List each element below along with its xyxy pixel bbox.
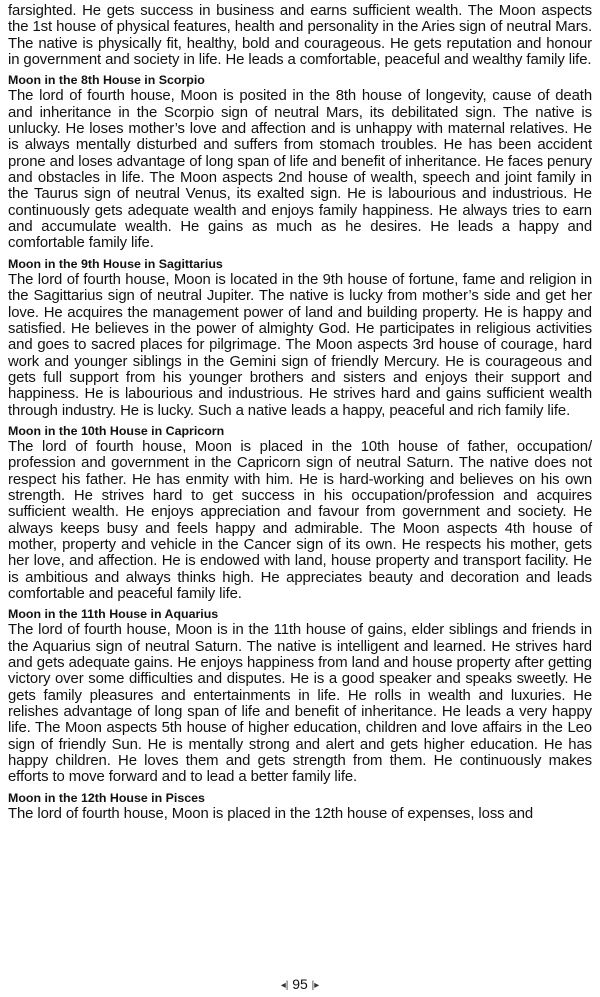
section-heading: Moon in the 10th House in Capricorn [8, 423, 225, 438]
section-body: The lord of fourth house, Moon is posited in the 8th house of longevity, cause of death and inheritance in the Scorpio sign of neutral Mars, its debilitated sign. The native is unlucky. He loses mother’s love and affection and is unhappy with maternal relatives. He is always mentally disturbed and suffers from stomach troubles. He has been accident prone and loses advantage of long span of life and benefit of inheritance. He faces penury and obstacles in life. The Moon aspects 2nd house of wealth, speech and joint family in the Taurus sign of neutral Venus, its exalted sign. He is labourious and industrious. He continuously gets adequate wealth and enjoys family happiness. He always tries to earn and accumulate wealth. He gains as much as he desires. He leads a happy and comfortable family life. [8, 88, 592, 252]
intro-paragraph: farsighted. He gets success in business and earns sufficient wealth. The Moon aspects the 1st house of physical features, health and personality in the Aries sign of neutral Mars. The native is physically fit, healthy, bold and courageous. He gets reputation and honour in government and society in life. He leads a comfortable, peaceful and wealthy family life. [8, 3, 592, 69]
section-heading: Moon in the 9th House in Sagittarius [8, 256, 223, 271]
section-8th-house [8, 73, 592, 251]
section-body: The lord of fourth house, Moon is located in the 9th house of fortune, fame and religion in the Sagittarius sign of neutral Jupiter. The native is lucky from mother’s side and get her love. He acquires the management power of land and building property. He is happy and satisfied. He believes in the power of almighty God. He participates in religious activities and goes to sacred places for pilgrimage. The Moon aspects 3rd house of courage, hard work and younger siblings in the Gemini sign of friendly Mercury. He is courageous and gets full support from his younger brothers and sisters and enjoys their support and happiness. He is labourious and industrious. He strives hard and gains sufficient wealth through industry. He is lucky. Such a native leads a happy, peaceful and rich family life. [8, 271, 592, 419]
page-content [8, 3, 592, 822]
section-heading: Moon in the 8th House in Scorpio [8, 73, 205, 88]
section-body: The lord of fourth house, Moon is in the 11th house of gains, elder siblings and friends in the Aquarius sign of neutral Saturn. The native is intelligent and learned. He strives hard and gets adequate gains. He enjoys happiness from land and house property after getting victory over some difficulties and disputes. He is a good speaker and speaks sweetly. He gets family pleasures and entertainments in life. He rolls in wealth and luxuries. He relishes advantage of long span of life and benefit of inheritance. He leads a very happy life. The Moon aspects 5th house of higher education, children and love affairs in the Leo sign of friendly Sun. He is mentally strong and alert and gets higher education. He has happy children. He loves them and gets strength from them. He continuously makes efforts to move forward and to lead a better family life. [8, 622, 592, 786]
ornament-right-icon: |▸ [311, 980, 320, 991]
section-10th-house [8, 424, 592, 602]
section-12th-house [8, 791, 592, 822]
section-body: The lord of fourth house, Moon is placed in the 12th house of expenses, loss and [8, 805, 534, 822]
section-heading: Moon in the 11th House in Aquarius [8, 607, 219, 622]
section-9th-house [8, 257, 592, 419]
page-number: 95 [292, 976, 308, 992]
section-heading: Moon in the 12th House in Pisces [8, 790, 205, 805]
page-footer [0, 976, 600, 994]
ornament-left-icon: ◂| [280, 980, 289, 991]
section-11th-house [8, 607, 592, 785]
section-body: The lord of fourth house, Moon is placed in the 10th house of father, occupation/ profession and government in the Capricorn sign of neutral Saturn. The native does not respect his father. He has enmity with him. He is hard-working and believes on his own strength. He strives hard to get success in his occupation/profession and acquires sufficient wealth. He enjoys appreciation and favour from government and society. He always keeps busy and feels happy and admirable. The Moon aspects 4th house of mother, property and vehicle in the Cancer sign of its own. He respects his mother, gets her love, and affection. He is endowed with land, house property and transport facility. He is ambitious and always thinks high. He appreciates beauty and decoration and leads comfortable and peaceful family life. [8, 438, 592, 602]
